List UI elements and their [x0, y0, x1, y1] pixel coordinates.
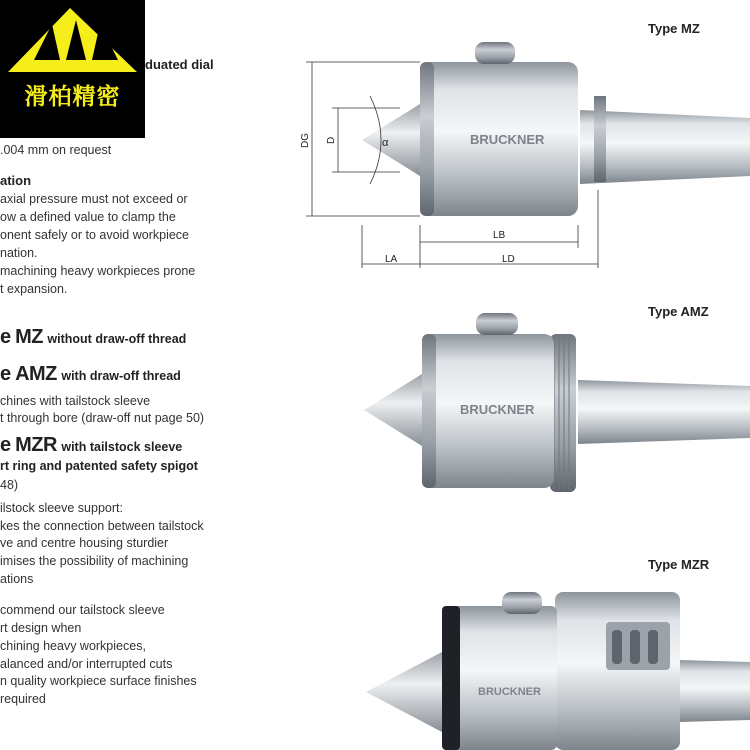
support-line: ilstock sleeve support:	[0, 501, 123, 515]
amz-line: chines with tailstock sleeve	[0, 394, 151, 408]
para1-line: nation.	[0, 246, 38, 260]
mz-front-ring	[420, 62, 434, 216]
type-amz-heading	[0, 363, 181, 386]
type-mzr-desc: with tailstock sleeve	[61, 440, 183, 454]
label-type-mz: Type MZ	[648, 21, 700, 36]
mz-collar	[594, 96, 606, 182]
amz-centre-point	[364, 374, 422, 446]
section-title: ation	[0, 173, 32, 188]
recommend-line: rt design when	[0, 621, 82, 635]
mz-centre-point	[362, 104, 420, 176]
dim-lb: LB	[493, 230, 506, 241]
support-line: ations	[0, 572, 34, 586]
dim-dg: DG	[300, 133, 311, 148]
mzr-sleeve-ring	[555, 592, 680, 750]
type-mzr-heading	[0, 434, 182, 457]
amz-taper-shank	[578, 380, 750, 444]
frag-accuracy: .004 mm on request	[0, 143, 112, 157]
para1-line: machining heavy workpieces prone	[0, 264, 196, 278]
recommend-line: required	[0, 692, 46, 706]
amz-drawing	[364, 313, 750, 492]
mz-brand-engraving: BRUCKNER	[470, 132, 545, 147]
mzr-centre-point	[366, 652, 442, 732]
recommend-line: alanced and/or interrupted cuts	[0, 657, 173, 671]
type-amz-desc: with draw-off thread	[61, 369, 181, 383]
mzr-line3: 48)	[0, 478, 19, 492]
support-line: imises the possibility of machining	[0, 554, 189, 568]
type-amz-code: AMZ	[15, 363, 57, 385]
recommend-line: n quality workpiece surface finishes	[0, 674, 197, 688]
type-mzr-code: MZR	[15, 434, 57, 456]
dim-angle: α	[382, 137, 389, 149]
watermark-logo	[0, 0, 145, 138]
type-mz-heading	[0, 326, 186, 349]
mz-grease-nipple	[475, 42, 515, 64]
dim-ld: LD	[502, 254, 515, 265]
dim-la: LA	[385, 254, 398, 265]
type-mz-desc: without draw-off thread	[47, 332, 187, 346]
mzr-grease-nipple	[502, 592, 542, 614]
amz-front-ring	[422, 334, 436, 488]
dim-d: D	[326, 136, 337, 144]
watermark-emblem-icon	[0, 0, 145, 80]
recommend-line: commend our tailstock sleeve	[0, 603, 165, 617]
para1-line: t expansion.	[0, 282, 68, 296]
type-amz-prefix: e	[0, 363, 11, 385]
amz-grease-nipple	[476, 313, 518, 335]
label-type-amz: Type AMZ	[648, 304, 709, 319]
type-mzr-prefix: e	[0, 434, 11, 456]
type-mz-code: MZ	[15, 326, 43, 348]
type-mz-prefix: e	[0, 326, 11, 348]
frag-dial: duated dial	[145, 57, 214, 72]
watermark-text: 滑柏精密	[24, 83, 121, 109]
mz-drawing	[306, 42, 750, 268]
mzr-brand-engraving: BRUCKNER	[478, 686, 541, 698]
label-type-mzr: Type MZR	[648, 557, 710, 572]
support-line: ve and centre housing sturdier	[0, 536, 169, 550]
support-line: kes the connection between tailstock	[0, 519, 204, 533]
mzr-front-ring	[442, 606, 460, 750]
recommend-line: chining heavy workpieces,	[0, 639, 146, 653]
amz-line: t through bore (draw-off nut page 50)	[0, 411, 205, 425]
mzr-body	[445, 606, 557, 750]
mzr-drawing	[366, 592, 750, 750]
amz-brand-engraving: BRUCKNER	[460, 402, 535, 417]
mzr-line2: rt ring and patented safety spigot	[0, 459, 198, 473]
para1-line: ow a defined value to clamp the	[0, 210, 176, 224]
para1-line: onent safely or to avoid workpiece	[0, 228, 189, 242]
mzr-taper-shank	[680, 660, 750, 722]
para1-line: axial pressure must not exceed or	[0, 192, 188, 206]
